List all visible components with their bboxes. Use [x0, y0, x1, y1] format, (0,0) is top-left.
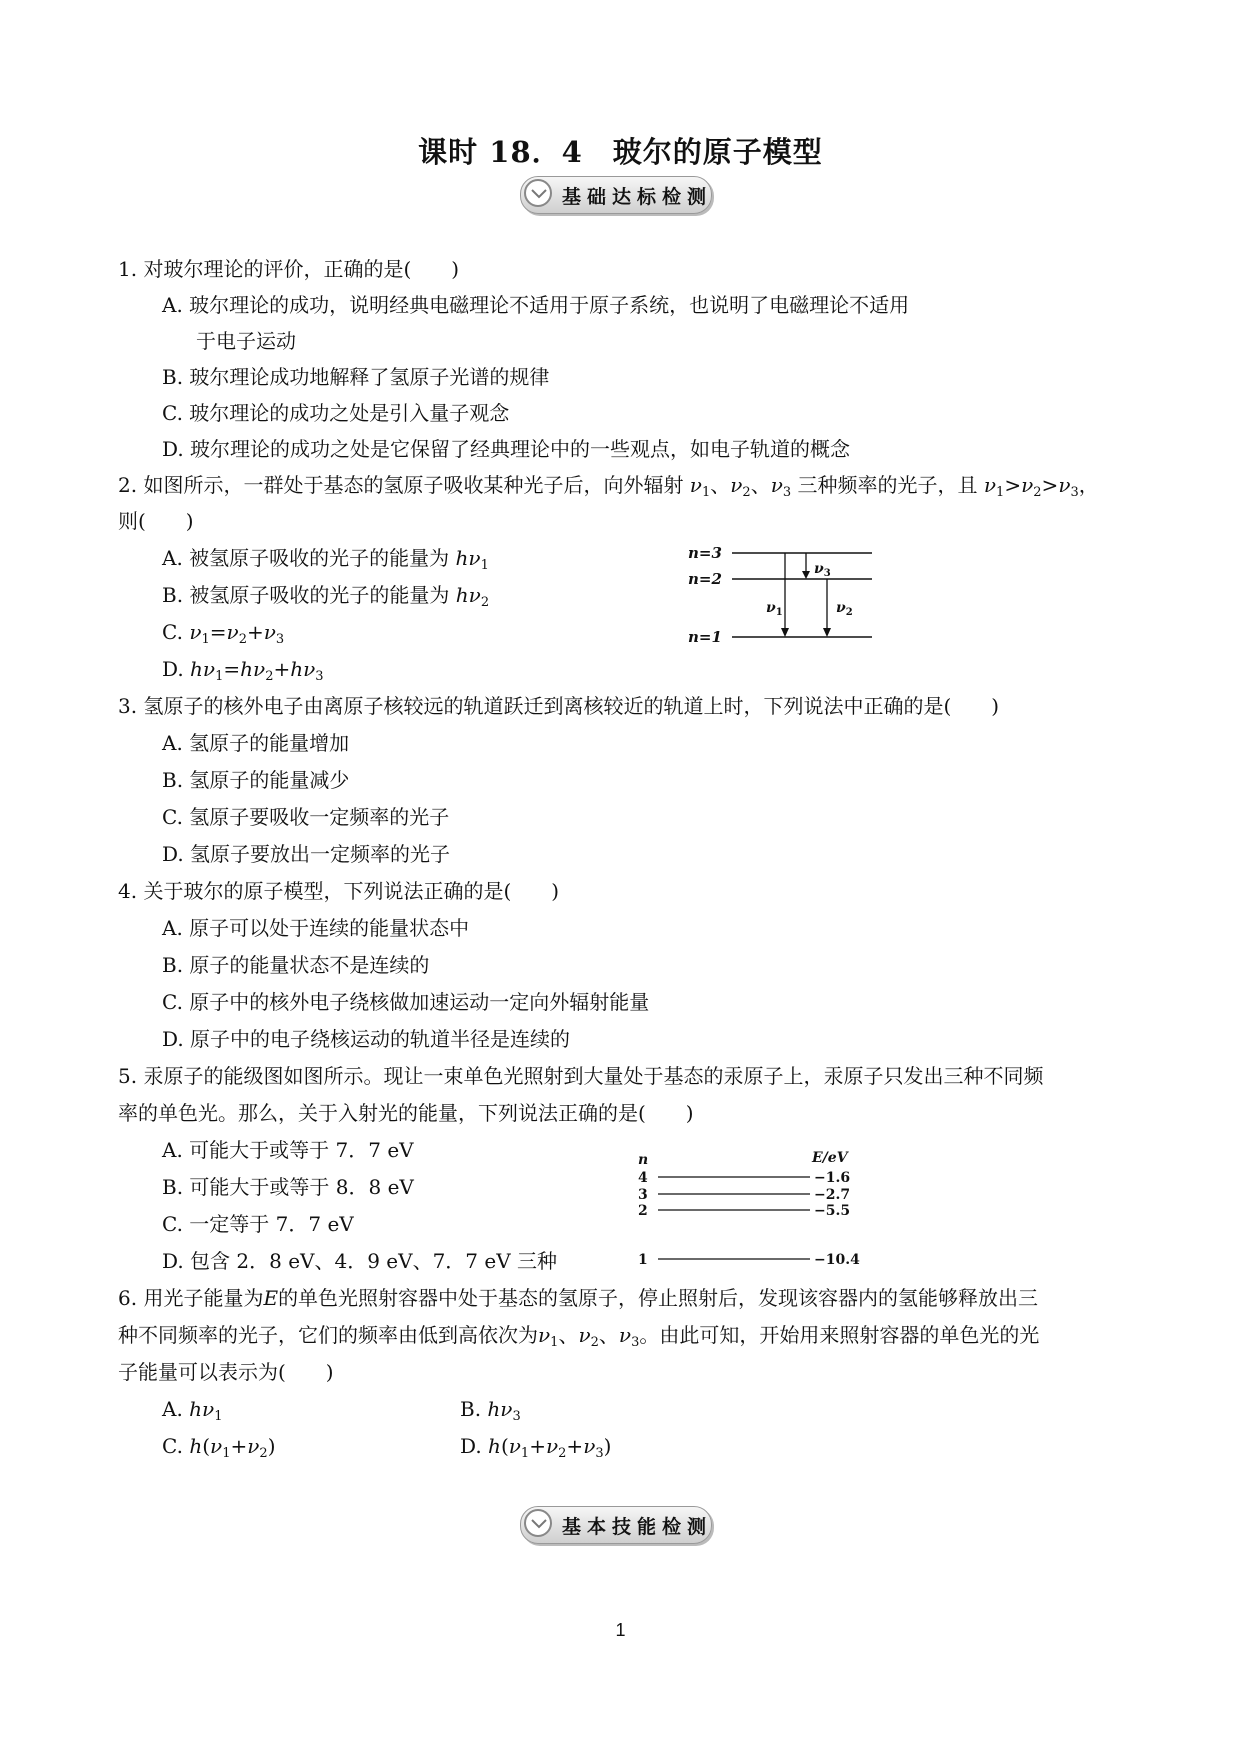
page-number: 1 — [615, 1620, 626, 1640]
q6-option-a: A. $h\nu_1$ — [162, 1397, 223, 1424]
section-badge-basic — [520, 176, 716, 216]
q1-option-a-cont: 于电子运动 — [196, 329, 296, 353]
q6-option-b: B. $h\nu_3$ — [460, 1397, 521, 1424]
q5-stem-cont: 率的单色光。那么，关于入射光的能量，下列说法正确的是( ) — [118, 1101, 694, 1125]
q6-stem-cont2: 子能量可以表示为( ) — [118, 1360, 334, 1384]
energy-value-4: −1.6 — [814, 1170, 851, 1186]
axis-label-n: n — [638, 1152, 649, 1168]
level-label-n2: n=2 — [688, 570, 722, 588]
q5-option-d: D. 包含 2．8 eV、4．9 eV、7．7 eV 三种 — [162, 1249, 558, 1273]
level-label-2: 2 — [638, 1203, 648, 1219]
level-label-1: 1 — [638, 1252, 648, 1268]
q3-option-b: B. 氢原子的能量减少 — [162, 768, 350, 792]
q5-stem: 5. 汞原子的能级图如图所示。现让一束单色光照射到大量处于基态的汞原子上，汞原子只发出三种不同频 — [118, 1064, 1044, 1088]
energy-value-1: −10.4 — [814, 1252, 860, 1268]
energy-value-3: −2.7 — [814, 1187, 851, 1203]
q6-option-d: D. $h(\nu_1+\nu_2+\nu_3)$ — [460, 1434, 612, 1461]
q2-stem: 2. 如图所示，一群处于基态的氢原子吸收某种光子后，向外辐射 $\nu_1$、$\nu_2$、$\nu_3$ 三种频率的光子，且 $\nu_1>\nu_2>\nu_3$， — [118, 473, 1099, 500]
q2-option-b: B. 被氢原子吸收的光子的能量为 $h\nu_2$ — [162, 583, 490, 610]
q1-option-c: C. 玻尔理论的成功之处是引入量子观念 — [162, 401, 510, 425]
arrow-label-v2: $\nu_2$ — [836, 600, 853, 618]
chevron-down-icon — [524, 179, 552, 207]
q4-stem: 4. 关于玻尔的原子模型，下列说法正确的是( ) — [118, 879, 560, 903]
q2-option-a: A. 被氢原子吸收的光子的能量为 $h\nu_1$ — [162, 546, 489, 573]
q1-option-d: D. 玻尔理论的成功之处是它保留了经典理论中的一些观点，如电子轨道的概念 — [162, 437, 851, 461]
energy-level-diagram-hydrogen — [688, 540, 888, 650]
level-label-4: 4 — [638, 1170, 648, 1186]
level-label-n3: n=3 — [688, 544, 722, 562]
q3-option-c: C. 氢原子要吸收一定频率的光子 — [162, 805, 450, 829]
q5-option-c: C. 一定等于 7．7 eV — [162, 1212, 354, 1236]
arrow-label-v3: $\nu_3$ — [814, 561, 831, 579]
q4-option-b: B. 原子的能量状态不是连续的 — [162, 953, 430, 977]
q4-option-d: D. 原子中的电子绕核运动的轨道半径是连续的 — [162, 1027, 571, 1051]
q2-option-c: C. $\nu_1=\nu_2+\nu_3$ — [162, 620, 285, 647]
energy-value-2: −5.5 — [814, 1203, 851, 1219]
q3-option-d: D. 氢原子要放出一定频率的光子 — [162, 842, 451, 866]
q5-option-b: B. 可能大于或等于 8．8 eV — [162, 1175, 414, 1199]
q2-option-d: D. $h\nu_1=h\nu_2+h\nu_3$ — [162, 657, 324, 684]
q1-stem: 1. 对玻尔理论的评价，正确的是( ) — [118, 257, 460, 281]
q6-stem: 6. 用光子能量为E的单色光照射容器中处于基态的氢原子，停止照射后，发现该容器内的氢能够释放出三 — [118, 1286, 1039, 1310]
section-label: 基础达标检测 — [562, 186, 713, 208]
level-label-n1: n=1 — [688, 628, 722, 646]
q6-stem-cont: 种不同频率的光子，它们的频率由低到高依次为$\nu_1$、$\nu_2$、$\nu_3$。由此可知，开始用来照射容器的单色光的光 — [118, 1323, 1040, 1350]
q1-option-b: B. 玻尔理论成功地解释了氢原子光谱的规律 — [162, 365, 550, 389]
q3-option-a: A. 氢原子的能量增加 — [162, 731, 350, 755]
q3-stem: 3. 氢原子的核外电子由离原子核较远的轨道跃迁到离核较近的轨道上时，下列说法中正确的是( ) — [118, 694, 1000, 718]
q6-option-c: C. $h(\nu_1+\nu_2)$ — [162, 1434, 276, 1461]
level-label-3: 3 — [638, 1187, 648, 1203]
q5-option-a: A. 可能大于或等于 7．7 eV — [162, 1138, 414, 1162]
chevron-down-icon — [524, 1509, 552, 1537]
q4-option-c: C. 原子中的核外电子绕核做加速运动一定向外辐射能量 — [162, 990, 650, 1014]
section-label: 基本技能检测 — [562, 1516, 713, 1538]
energy-level-diagram-mercury — [630, 1148, 860, 1278]
arrow-label-v1: $\nu_1$ — [766, 600, 783, 618]
q2-stem-cont: 则( ) — [118, 509, 194, 533]
q1-option-a: A. 玻尔理论的成功，说明经典电磁理论不适用于原子系统，也说明了电磁理论不适用 — [162, 293, 910, 317]
page-title: 课时 18．4 玻尔的原子模型 — [418, 135, 823, 169]
section-badge-skills — [520, 1506, 716, 1546]
axis-label-energy: E/eV — [812, 1150, 848, 1166]
q4-option-a: A. 原子可以处于连续的能量状态中 — [162, 916, 470, 940]
